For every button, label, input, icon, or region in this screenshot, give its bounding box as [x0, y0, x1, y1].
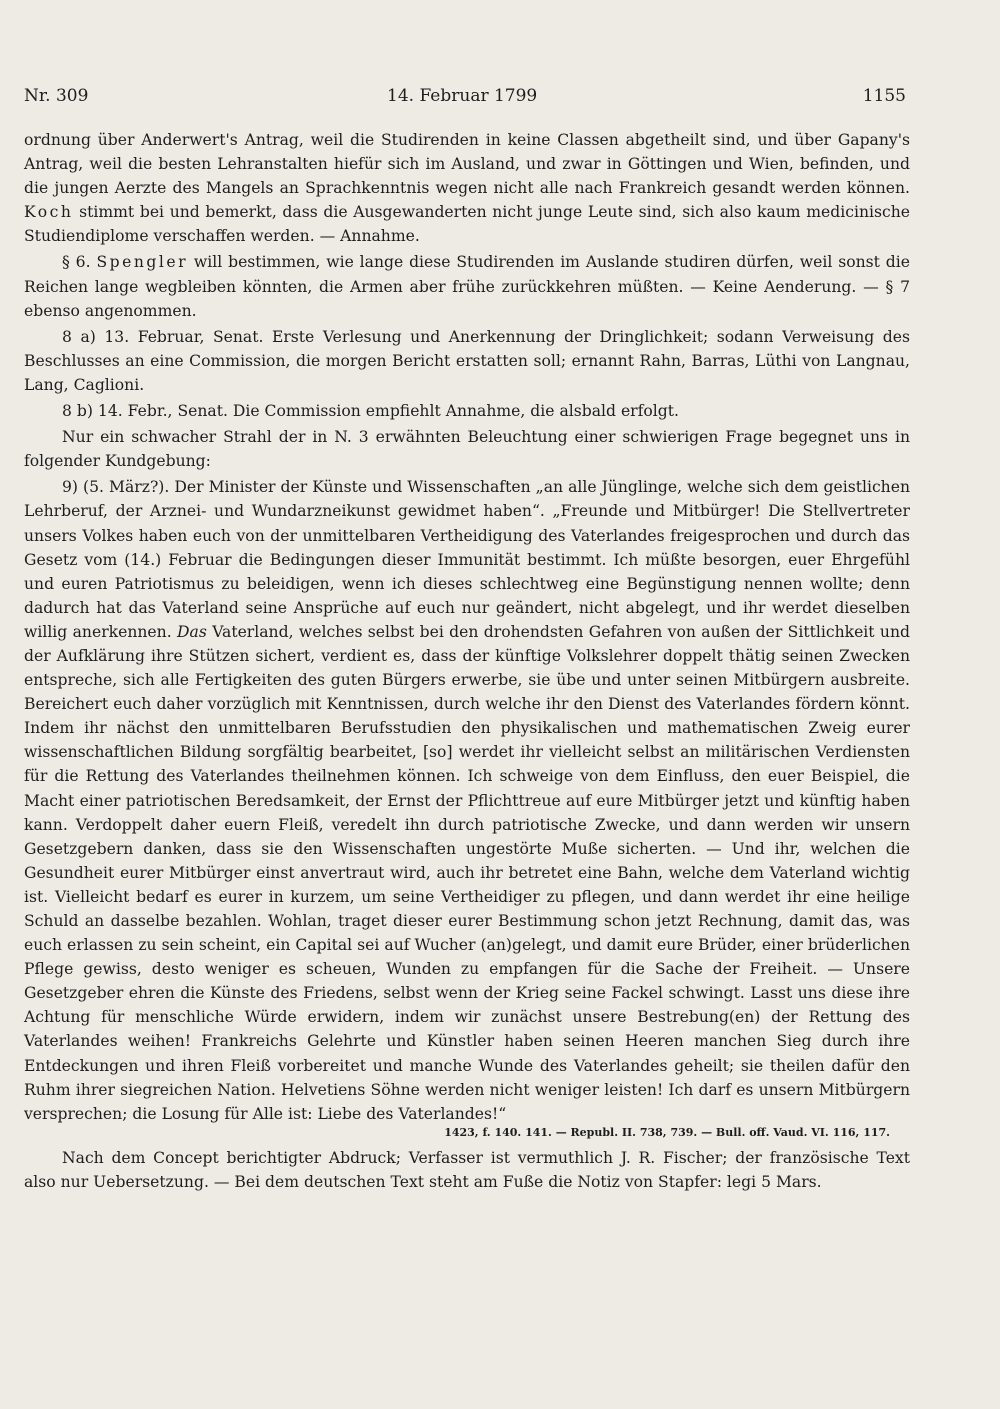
paragraph-6-part-a: 9) (5. März?). Der Minister der Künste und Wissenschaften „an alle Jünglinge, welche sich dem geistlichen Lehrberuf, der Arznei- und Wundarzneikunst gewidmet haben“. „Freunde und Mitbürger! Die Stellvertreter unsers Volkes haben euch von der unmittelbaren Vertheidigung des Vaterlandes freigesprochen und durch das Gesetz vom (14.) Februar die Bedingungen dieser Immunität bestimmt. Ich müßte besorgen, euer Ehrgefühl und euren Patriotismus zu beleidigen, wenn ich dieses schlechtweg eine Begünstigung nennen wollte; denn dadurch hat das Vaterland seine Ansprüche auf euch nur geändert, nicht abgelegt, und ihr werdet dieselben willig anerkennen. [24, 478, 910, 641]
header-date: 14. Februar 1799 [387, 86, 538, 106]
page-number: 1155 [862, 86, 906, 106]
paragraph-2 [24, 250, 910, 322]
document-number: Nr. 309 [24, 86, 89, 106]
paragraph-6 [24, 475, 910, 1126]
section-mark: § 6. [62, 253, 91, 272]
paragraph-7: Nach dem Concept berichtigter Abdruck; Verfasser ist vermuthlich J. R. Fischer; der französische Text also nur Uebersetzung. — Bei dem deutschen Text steht am Fuße die Notiz von Stapfer: legi 5 Mars. [24, 1148, 910, 1191]
emphasis-das: Das [177, 622, 207, 641]
paragraph-2-text: will bestimmen, wie lange diese Studirenden im Auslande studiren dürfen, weil sonst die Reichen lange wegbleiben könnten, die Armen aber frühe zurückkehren müßten. — Keine Aenderung. — § 7 ebenso angenommen. [24, 253, 910, 320]
paragraph-6-part-b: Vaterland, welches selbst bei den drohendsten Gefahren von außen der Sittlichkeit und der Aufklärung ihre Stützen sichert, verdient es, dass der künftige Volkslehrer doppelt thätig seinen Zwecken entspreche, sich alle Fertigkeiten des guten Bürgers erwerbe, sie übe und unter seinen Mitbürgern ausbreite. Bereichert euch daher vorzüglich mit Kenntnissen, durch welche ihr den Dienst des Vaterlandes fördern könnt. Indem ihr nächst den unmittelbaren Berufsstudien den physikalischen und mathematischen Zweig eurer wissenschaftlichen Bildung sorgfältig bearbeitet, [so] werdet ihr vielleicht selbst an militärischen Verdiensten für die Rettung des Vaterlandes theilnehmen können. Ich schweige von dem Einfluss, den euer Beispiel, die Macht einer patriotischen Beredsamkeit, der Ernst der Pflichttreue auf eure Mitbürger jetzt und künftig haben kann. Verdoppelt daher euern Fleiß, veredelt ihn durch patriotische Zwecke, und dann werden wir unsern Gesetzgebern danken, dass sie den Wissenschaften ungestörte Muße sicherten. — Und ihr, welchen die Gesundheit eurer Mitbürger einst anvertraut wird, auch ihr betretet eine Bahn, welche dem Vaterland wichtig ist. Vielleicht bedarf es eurer in kurzem, um seine Vertheidiger zu pflegen, und dann werdet ihr eine heilige Schuld an dasselbe bezahlen. Wohlan, traget dieser eurer Bestimmung schon jetzt Rechnung, damit das, was euch erlassen zu sein scheint, ein Capital sei auf Wucher (an)gelegt, und damit eure Brüder, einer brüderlichen Pflege gewiss, desto weniger es scheuen, Wunden zu empfangen für die Sache der Freiheit. — Unsere Gesetzgeber ehren die Künste des Friedens, selbst wenn der Krieg seine Fackel schwingt. Lasst uns diese ihre Achtung für menschliche Würde erwidern, indem wir zunächst unsere Bestrebung(en) der Rettung des Vaterlandes weihen! Frankreichs Gelehrte und Künstler haben seinen Heeren manchen Sieg durch ihre Entdeckungen und ihren Fleiß vorbereitet und manche Wunde des Vaterlandes geheilt; sie theilen dafür den Ruhm ihrer siegreichen Nation. Helvetiens Söhne werden nicht weniger leisten! Ich darf es unsern Mitbürgern versprechen; die Losung für Alle ist: Liebe des Vaterlandes!“ [24, 622, 910, 1123]
name-spengler: Spengler [96, 253, 189, 272]
page-header [24, 86, 906, 110]
name-koch: Koch [24, 203, 74, 222]
paragraph-3: 8 a) 13. Februar, Senat. Erste Verlesung und Anerkennung der Dringlichkeit; sodann Verweisung des Beschlusses an eine Commission, die morgen Bericht erstatten soll; ernannt Rahn, Barras, Lüthi von Langnau, Lang, Caglioni. [24, 327, 910, 394]
paragraph-1-end: stimmt bei und bemerkt, dass die Ausgewanderten nicht junge Leute sind, sich also kaum medicinische Studiendiplome verschaffen werden. — Annahme. [24, 203, 910, 246]
page-body [24, 128, 910, 1194]
paragraph-5: Nur ein schwacher Strahl der in N. 3 erwähnten Beleuchtung einer schwierigen Frage begegnet uns in folgender Kundgebung: [24, 428, 910, 471]
source-reference: 1423, f. 140. 141. — Republ. II. 738, 739. — Bull. off. Vaud. VI. 116, 117. [444, 1125, 890, 1139]
paragraph-1-text: ordnung über Anderwert's Antrag, weil die Studirenden in keine Classen abgetheilt sind, und über Gapany's Antrag, weil die besten Lehranstalten hiefür sich im Ausland, und zwar in Göttingen und Wien, befinden, und die jungen Aerzte des Mangels an Sprachkenntnis wegen nicht alle nach Frankreich gesandt werden können. [24, 131, 910, 198]
paragraph-4: 8 b) 14. Febr., Senat. Die Commission empfiehlt Annahme, die alsbald erfolgt. [62, 402, 679, 421]
paragraph-1 [24, 128, 910, 248]
